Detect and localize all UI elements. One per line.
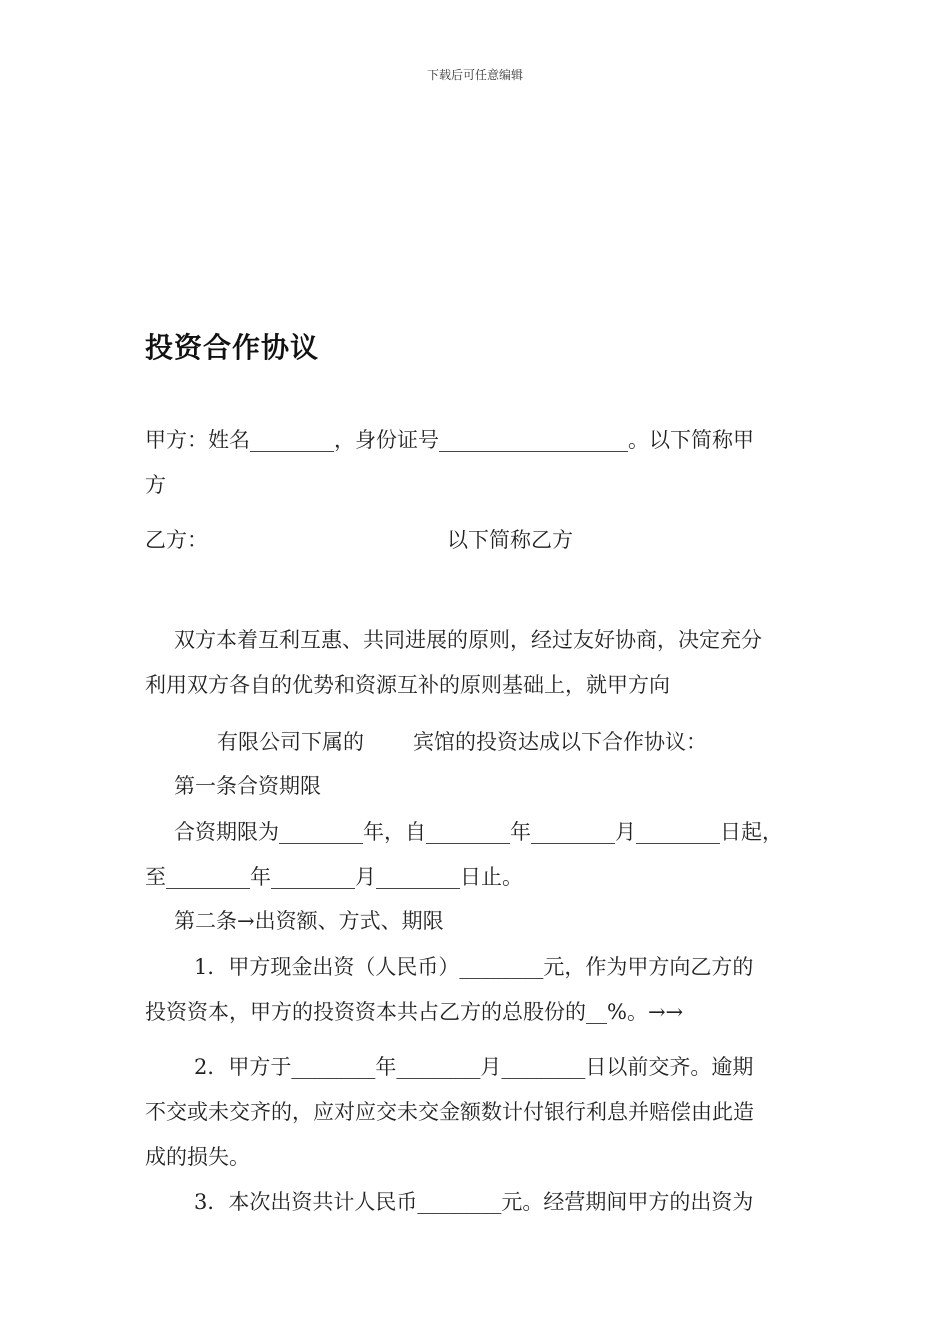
article2-item2-line2: 不交或未交齐的，应对应交未交金额数计付银行利息并赔偿由此造 (145, 1100, 754, 1124)
article2-heading: 第二条→出资额、方式、期限 (174, 909, 444, 933)
preamble-line3-b: 宾馆的投资达成以下合作协议： (413, 730, 707, 754)
article1-heading: 第一条合资期限 (174, 774, 321, 798)
preamble-line2: 利用双方各自的优势和资源互补的原则基础上，就甲方向 (145, 673, 670, 697)
header-note: 下载后可任意编辑 (426, 68, 523, 82)
party-a-line2: 方 (145, 473, 166, 497)
document-title: 投资合作协议 (145, 331, 320, 364)
article2-item2-line1: 2．甲方于________年________月________日以前交齐。逾期 (194, 1055, 754, 1079)
article2-item1-line1: 1．甲方现金出资（人民币）________元，作为甲方向乙方的 (194, 955, 754, 979)
article1-line1: 合资期限为________年，自________年________月________日起， (174, 820, 783, 844)
preamble-line3-a: 有限公司下属的 (217, 730, 364, 754)
party-a-line1: 甲方：姓名________，身份证号__________________。以下简称甲 (145, 428, 754, 452)
party-b-label: 乙方： (145, 528, 208, 552)
article1-line2: 至________年________月________日止。 (145, 865, 523, 889)
preamble-line1: 双方本着互利互惠、共同进展的原则，经过友好协商，决定充分 (174, 628, 762, 652)
article2-item1-line2: 投资资本，甲方的投资资本共占乙方的总股份的__%。→→ (145, 1000, 684, 1024)
party-b-suffix: 以下简称乙方 (447, 528, 573, 552)
article2-item3-line1: 3．本次出资共计人民币________元。经营期间甲方的出资为 (194, 1190, 754, 1214)
article2-item2-line3: 成的损失。 (145, 1145, 250, 1169)
